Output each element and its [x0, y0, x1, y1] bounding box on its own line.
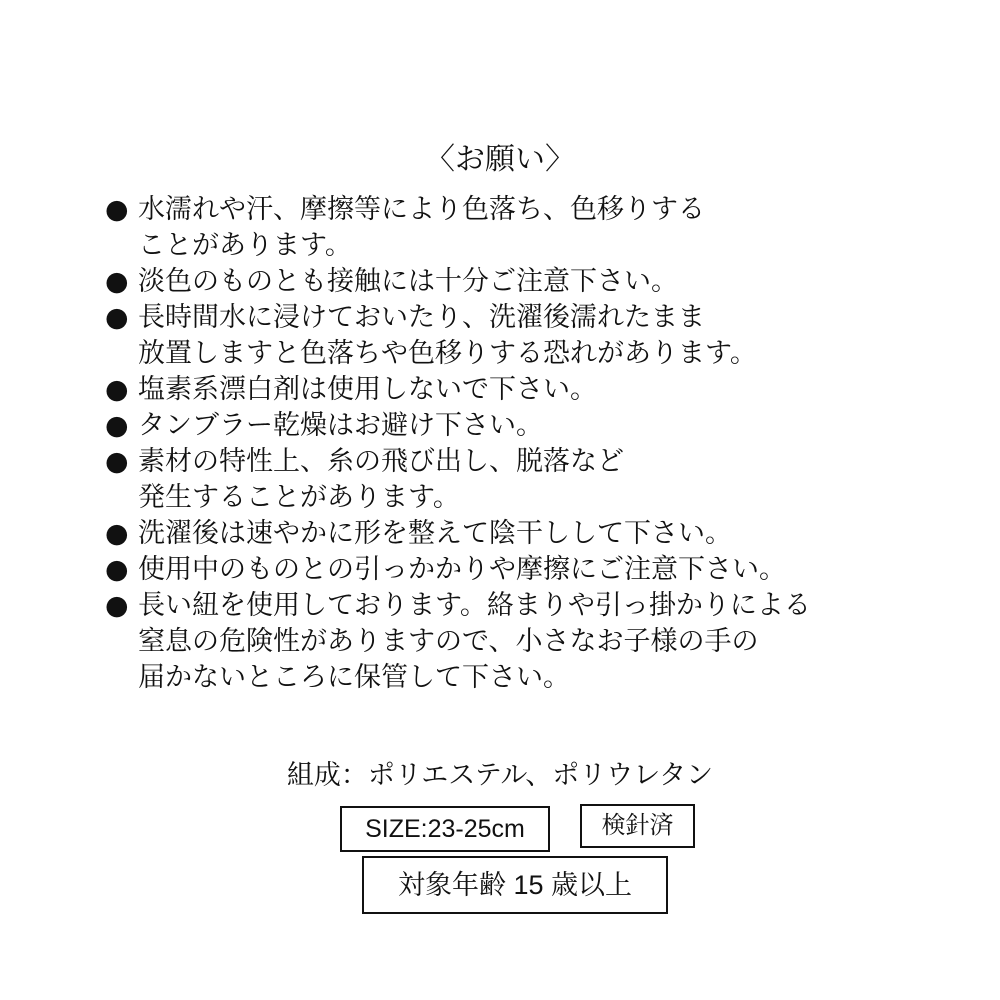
list-item	[103, 408, 983, 444]
bullet-icon: ●	[105, 374, 129, 405]
bullet-icon: ●	[105, 302, 129, 333]
list-item	[103, 444, 983, 516]
notice-line: 放置しますと色落ちや色移りする恐れがあります。	[138, 338, 757, 369]
list-item	[103, 192, 983, 264]
list-item	[103, 516, 983, 552]
bullet-icon: ●	[105, 554, 129, 585]
notice-line: 使用中のものとの引っかかりや摩擦にご注意下さい。	[138, 554, 786, 585]
list-item	[103, 552, 983, 588]
bullet-icon: ●	[105, 446, 129, 477]
list-item	[103, 588, 983, 696]
notice-line: 洗濯後は速やかに形を整えて陰干しして下さい。	[138, 518, 732, 549]
notice-line: 長い紐を使用しております。絡まりや引っ掛かりによる	[138, 590, 811, 621]
bullet-icon: ●	[105, 518, 129, 549]
bullet-icon: ●	[105, 410, 129, 441]
list-item	[103, 300, 983, 372]
page-title: 〈お願い〉	[425, 142, 575, 177]
size-box: SIZE:23-25cm	[340, 806, 550, 852]
notice-line: 発生することがあります。	[138, 482, 460, 513]
notice-line: 窒息の危険性がありますので、小さなお子様の手の	[138, 626, 759, 657]
notice-line: タンブラー乾燥はお避け下さい。	[138, 410, 543, 441]
composition-text: 組成：ポリエステル、ポリウレタン	[286, 760, 714, 791]
notice-line: ことがあります。	[138, 230, 352, 261]
notice-list	[103, 192, 983, 696]
bullet-icon: ●	[105, 590, 129, 621]
notice-line: 水濡れや汗、摩擦等により色落ち、色移りする	[138, 194, 705, 225]
notice-line: 届かないところに保管して下さい。	[138, 662, 570, 693]
inspected-box: 検針済	[580, 804, 695, 848]
list-item	[103, 264, 983, 300]
notice-line: 長時間水に浸けておいたり、洗濯後濡れたまま	[138, 302, 705, 333]
age-box: 対象年齢 15 歳以上	[362, 856, 668, 914]
bullet-icon: ●	[105, 194, 129, 225]
list-item	[103, 372, 983, 408]
notice-line: 淡色のものとも接触には十分ご注意下さい。	[138, 266, 678, 297]
bullet-icon: ●	[105, 266, 129, 297]
notice-line: 素材の特性上、糸の飛び出し、脱落など	[138, 446, 624, 477]
notice-line: 塩素系漂白剤は使用しないで下さい。	[138, 374, 597, 405]
